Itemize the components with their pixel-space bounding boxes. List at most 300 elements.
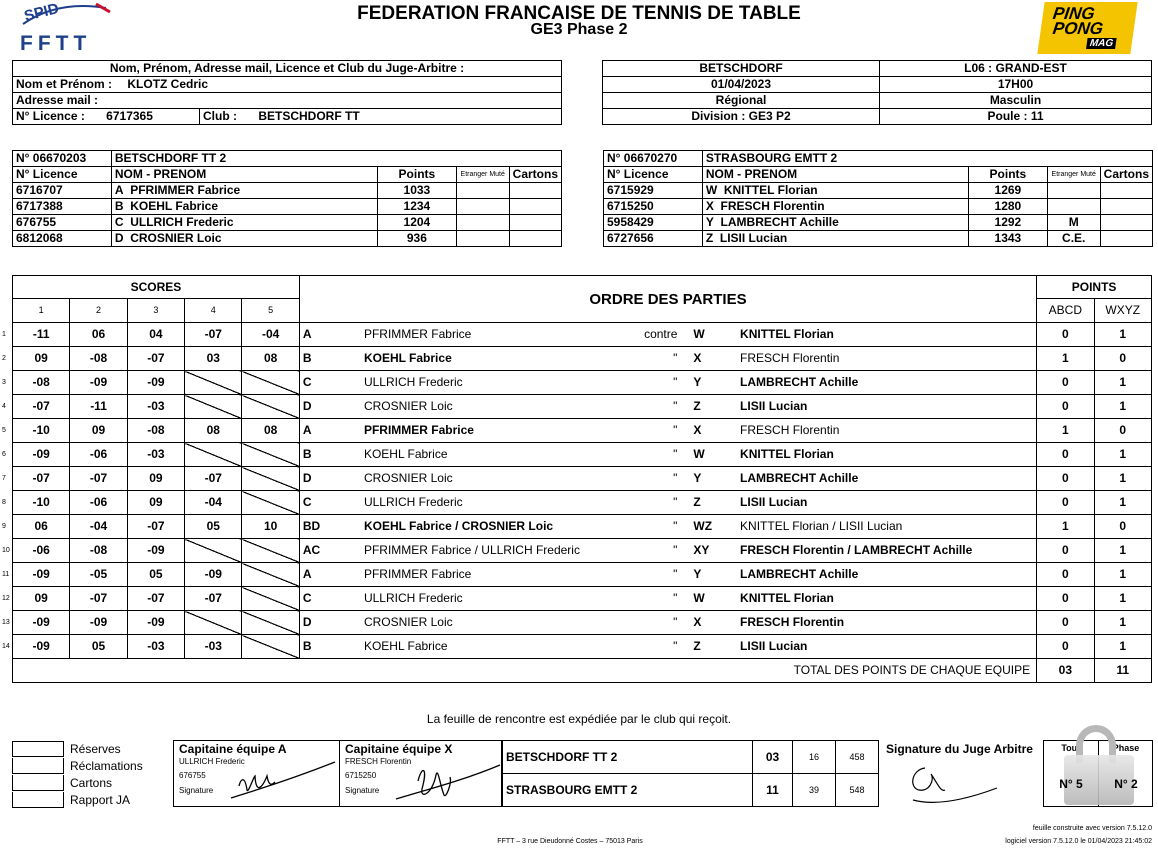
checklist-item <box>12 791 172 808</box>
versus-label <box>675 635 737 659</box>
player-a-letter: A <box>299 323 361 347</box>
set-score <box>2 491 70 515</box>
points-x: 1 <box>1094 443 1152 467</box>
referee-club-value: BETSCHDORF TT <box>258 109 360 123</box>
captain-a-title: Capitaine équipe A <box>179 742 287 756</box>
game-number: 6 <box>2 451 6 458</box>
player-a-name: CROSNIER Loic <box>361 395 675 419</box>
game-number: 8 <box>2 499 6 506</box>
points-x: 0 <box>1094 419 1152 443</box>
player-cards <box>1100 215 1152 231</box>
player-cards <box>509 215 561 231</box>
player-name: KNITTEL Florian <box>723 183 818 197</box>
player-name: CROSNIER Loic <box>130 231 222 245</box>
player-x-name: FRESCH Florentin <box>737 419 1037 443</box>
player-letter: Z <box>705 231 714 245</box>
game-row <box>13 587 1152 611</box>
game-number: 13 <box>2 619 10 626</box>
result-pts-x: 548 <box>836 774 879 807</box>
set-score <box>242 395 299 419</box>
match-date: 01/04/2023 <box>603 77 880 93</box>
player-cards <box>509 231 561 247</box>
points-a: 0 <box>1037 587 1094 611</box>
set-score: -09 <box>70 611 127 635</box>
player-x-name: LISII Lucian <box>737 395 1037 419</box>
versus-label <box>675 515 737 539</box>
set-score <box>2 539 70 563</box>
versus-label <box>675 491 737 515</box>
set-score <box>2 371 70 395</box>
set-score-value: -10 <box>32 495 50 509</box>
result-team-a: BETSCHDORF TT 2 <box>503 741 753 774</box>
set-score: -07 <box>70 467 127 491</box>
player-licence: 6717388 <box>13 199 112 215</box>
captain-x-title: Capitaine équipe X <box>345 742 453 756</box>
player-a-letter: C <box>299 587 361 611</box>
total-a: 03 <box>1037 659 1094 683</box>
game-number: 2 <box>2 355 6 362</box>
player-foreign: M <box>1047 215 1100 231</box>
player-x-name: KNITTEL Florian <box>737 323 1037 347</box>
game-number: 10 <box>2 547 10 554</box>
points-a: 0 <box>1037 491 1094 515</box>
checkbox[interactable] <box>12 775 64 791</box>
set-score <box>185 443 242 467</box>
set-score-value: 09 <box>34 351 48 365</box>
set-score: -07 <box>70 587 127 611</box>
versus-text: " <box>673 591 678 605</box>
set-score <box>2 323 70 347</box>
checklist <box>12 740 172 808</box>
player-x-letter: Z <box>693 639 701 653</box>
player-licence: 6715250 <box>604 199 703 215</box>
versus-text: " <box>673 423 678 437</box>
player-a-name: KOEHL Fabrice / CROSNIER Loic <box>361 515 675 539</box>
set-score <box>242 491 299 515</box>
player-a-letter: A <box>299 419 361 443</box>
scores-header: SCORES <box>13 276 300 299</box>
checkbox[interactable] <box>12 758 64 774</box>
player-a-name: ULLRICH Frederic <box>361 371 675 395</box>
referee-club-label: Club : <box>203 109 237 123</box>
checkbox[interactable] <box>12 792 64 808</box>
captain-a-licence: 676755 <box>179 771 206 780</box>
footer-built-with: feuille construite avec version 7.5.12.0 <box>1032 825 1152 832</box>
points-x: 1 <box>1094 539 1152 563</box>
player-a-name: PFRIMMER Fabrice <box>361 419 675 443</box>
logo-mag: MAG <box>1086 38 1117 49</box>
set-label: 1 <box>13 299 70 323</box>
captain-x-sign-label: Signature <box>345 786 380 795</box>
player-cards <box>509 183 561 199</box>
player-foreign <box>1047 199 1100 215</box>
versus-label <box>675 347 737 371</box>
versus-label <box>675 371 737 395</box>
result-table <box>502 740 879 807</box>
checklist-item <box>12 740 172 757</box>
versus-label <box>644 323 737 347</box>
set-score: 08 <box>242 419 299 443</box>
versus-text: " <box>673 639 678 653</box>
set-score: 09 <box>70 419 127 443</box>
set-label: 4 <box>185 299 242 323</box>
footer-software: logiciel version 7.5.12.0 le 01/04/2023 21:45:02 <box>1005 838 1152 845</box>
player-name: FRESCH Florentin <box>720 199 825 213</box>
player-points: 936 <box>378 231 457 247</box>
versus-text: " <box>673 543 678 557</box>
team-x-player-row <box>604 199 1153 215</box>
game-number: 1 <box>2 331 6 338</box>
player-a-name: CROSNIER Loic <box>361 467 675 491</box>
player-name-cell <box>111 231 377 247</box>
player-x-name: FRESCH Florentin <box>737 347 1037 371</box>
set-score <box>2 395 70 419</box>
set-score: 09 <box>127 467 184 491</box>
player-points: 1269 <box>969 183 1048 199</box>
set-score <box>2 467 70 491</box>
points-x: 1 <box>1094 587 1152 611</box>
player-cards <box>1100 199 1152 215</box>
set-score-value: -07 <box>32 471 50 485</box>
set-score-value: 09 <box>34 591 48 605</box>
games-table <box>2 275 1152 683</box>
team-x-player-row <box>604 215 1153 231</box>
game-row <box>13 563 1152 587</box>
player-points: 1280 <box>969 199 1048 215</box>
set-score <box>2 515 70 539</box>
game-row <box>13 539 1152 563</box>
team-a-col-name: NOM - PRENOM <box>111 167 377 183</box>
captain-x-licence: 6715250 <box>345 771 377 780</box>
versus-label <box>675 395 737 419</box>
player-foreign <box>456 183 509 199</box>
set-score-value: -06 <box>32 543 50 557</box>
team-a-col-licence: N° Licence <box>13 167 112 183</box>
player-name: LAMBRECHT Achille <box>720 215 839 229</box>
set-score-value: -09 <box>32 567 50 581</box>
set-label: 5 <box>242 299 299 323</box>
set-score: -06 <box>70 443 127 467</box>
page-subtitle: GE3 Phase 2 <box>530 21 628 38</box>
set-score-value: -09 <box>32 615 50 629</box>
order-header: ORDRE DES PARTIES <box>299 276 1036 323</box>
player-name-cell <box>111 215 377 231</box>
player-a-letter: B <box>299 347 361 371</box>
captain-a-sign-label: Signature <box>179 786 214 795</box>
game-number: 4 <box>2 403 6 410</box>
set-score-value: -08 <box>32 375 50 389</box>
player-x-letter: Z <box>693 495 701 509</box>
player-a-letter: A <box>299 563 361 587</box>
set-score: -08 <box>70 347 127 371</box>
player-a-name: CROSNIER Loic <box>361 611 675 635</box>
player-a-name: PFRIMMER Fabrice / ULLRICH Frederic <box>361 539 675 563</box>
player-a-letter: D <box>299 395 361 419</box>
versus-label <box>675 563 737 587</box>
versus-text: " <box>673 375 678 389</box>
versus-text: " <box>673 351 678 365</box>
player-x-letter: WZ <box>693 519 713 533</box>
footer-address: FFTT – 3 rue Dieudonné Costes – 75013 Paris <box>497 838 643 845</box>
player-cards <box>1100 183 1152 199</box>
set-score <box>242 611 299 635</box>
lock-icon <box>1062 725 1136 807</box>
logo-pong: PONG <box>1051 19 1105 38</box>
player-x-name: FRESCH Florentin / LAMBRECHT Achille <box>737 539 1037 563</box>
team-a-player-row <box>13 199 562 215</box>
player-name-cell <box>111 183 377 199</box>
set-score: -09 <box>185 563 242 587</box>
versus-text: " <box>673 495 678 509</box>
tour-value: N° 5 <box>1059 777 1083 791</box>
checkbox[interactable] <box>12 741 64 757</box>
set-score <box>2 587 70 611</box>
points-a: 0 <box>1037 395 1094 419</box>
set-score <box>185 539 242 563</box>
referee-name-value: KLOTZ Cedric <box>127 77 209 91</box>
team-x-col-foreign: Etranger Muté <box>1047 167 1100 183</box>
set-score: 05 <box>70 635 127 659</box>
referee-table <box>12 60 562 125</box>
set-score: -03 <box>127 395 184 419</box>
set-score: 09 <box>127 491 184 515</box>
player-x-name: LAMBRECHT Achille <box>737 563 1037 587</box>
team-x-name: STRASBOURG EMTT 2 <box>702 151 1152 167</box>
referee-signature <box>905 760 1000 810</box>
match-time: 17H00 <box>880 77 1152 93</box>
set-score <box>242 371 299 395</box>
referee-licence-cell <box>13 109 200 125</box>
set-score: -09 <box>127 611 184 635</box>
player-x-name: LAMBRECHT Achille <box>737 371 1037 395</box>
player-foreign <box>456 215 509 231</box>
set-score <box>2 611 70 635</box>
versus-label <box>675 419 737 443</box>
player-letter: Y <box>705 215 714 229</box>
points-x: 1 <box>1094 467 1152 491</box>
player-licence: 6715929 <box>604 183 703 199</box>
versus-text: " <box>673 519 678 533</box>
player-x-letter: Y <box>693 567 702 581</box>
set-score <box>242 635 299 659</box>
captain-x-name: FRESCH Florentin <box>345 757 412 766</box>
team-a-number: N° 06670203 <box>13 151 112 167</box>
versus-label <box>675 467 737 491</box>
result-score-a: 03 <box>753 741 793 774</box>
player-name-cell <box>702 183 968 199</box>
set-score-value: -09 <box>32 639 50 653</box>
referee-email-row <box>13 93 562 109</box>
set-score: -09 <box>70 371 127 395</box>
game-number: 12 <box>2 595 10 602</box>
player-points: 1204 <box>378 215 457 231</box>
player-a-name: ULLRICH Frederic <box>361 587 675 611</box>
set-score <box>242 539 299 563</box>
player-x-name: FRESCH Florentin <box>737 611 1037 635</box>
points-x: 0 <box>1094 515 1152 539</box>
points-a: 0 <box>1037 563 1094 587</box>
set-score: -07 <box>127 587 184 611</box>
set-score: 04 <box>127 323 184 347</box>
team-a-col-cards: Cartons <box>509 167 561 183</box>
phase-label: Phase <box>1112 743 1140 753</box>
team-a-col-points: Points <box>378 167 457 183</box>
match-info-table <box>602 60 1152 125</box>
versus-label <box>675 611 737 635</box>
versus-text: " <box>673 471 678 485</box>
referee-licence-value: 6717365 <box>106 109 153 123</box>
referee-email-label: Adresse mail : <box>16 93 99 107</box>
player-letter: X <box>705 199 714 213</box>
captain-a-box <box>173 740 340 807</box>
player-letter: W <box>705 183 718 197</box>
abcd-header: ABCD <box>1037 299 1094 323</box>
team-a-player-row <box>13 231 562 247</box>
player-foreign: C.E. <box>1047 231 1100 247</box>
points-x: 1 <box>1094 611 1152 635</box>
set-score: 05 <box>127 563 184 587</box>
points-x: 1 <box>1094 563 1152 587</box>
points-a: 0 <box>1037 539 1094 563</box>
player-x-name: KNITTEL Florian <box>737 443 1037 467</box>
player-name: PFRIMMER Fabrice <box>130 183 241 197</box>
team-x-player-row <box>604 231 1153 247</box>
player-x-letter: Y <box>693 471 702 485</box>
player-points: 1343 <box>969 231 1048 247</box>
points-x: 1 <box>1094 395 1152 419</box>
player-x-letter: Y <box>693 375 702 389</box>
points-x: 1 <box>1094 323 1152 347</box>
referee-licence-label: N° Licence : <box>16 109 85 123</box>
set-score: -03 <box>127 443 184 467</box>
player-licence: 676755 <box>13 215 112 231</box>
versus-label <box>675 539 737 563</box>
pingpong-mag-logo <box>1037 2 1137 54</box>
player-x-letter: W <box>693 447 705 461</box>
player-x-name: LISII Lucian <box>737 491 1037 515</box>
checklist-label: Cartons <box>70 775 113 790</box>
set-score: -08 <box>70 539 127 563</box>
team-x-table <box>603 150 1153 247</box>
fftt-text: FFTT <box>20 32 92 55</box>
captain-x-box <box>339 740 502 807</box>
game-row <box>13 611 1152 635</box>
set-score-value: -10 <box>32 423 50 437</box>
set-score <box>242 563 299 587</box>
player-name-cell <box>702 199 968 215</box>
set-score: -04 <box>70 515 127 539</box>
notice-text: La feuille de rencontre est expédiée par le club qui reçoit. <box>426 712 732 726</box>
player-licence: 6727656 <box>604 231 703 247</box>
set-score-value: -09 <box>32 447 50 461</box>
set-score <box>2 635 70 659</box>
result-pts-a: 458 <box>836 741 879 774</box>
player-x-name: KNITTEL Florian <box>737 587 1037 611</box>
set-score <box>185 371 242 395</box>
captain-a-signature <box>229 756 339 804</box>
captain-a-name: ULLRICH Frederic <box>179 757 245 766</box>
referee-name-label: Nom et Prénom : <box>16 77 113 91</box>
versus-label <box>675 587 737 611</box>
game-number: 11 <box>2 571 10 578</box>
team-x-col-licence: N° Licence <box>604 167 703 183</box>
round-box <box>1043 740 1153 807</box>
set-score: -07 <box>127 347 184 371</box>
set-score: 10 <box>242 515 299 539</box>
player-x-letter: Z <box>693 399 701 413</box>
game-row <box>13 515 1152 539</box>
team-a-name: BETSCHDORF TT 2 <box>111 151 561 167</box>
set-score: 05 <box>185 515 242 539</box>
team-x-col-cards: Cartons <box>1100 167 1152 183</box>
versus-label <box>675 443 737 467</box>
points-x: 0 <box>1094 347 1152 371</box>
set-score <box>2 419 70 443</box>
phase-value: N° 2 <box>1114 777 1138 791</box>
set-score: 08 <box>185 419 242 443</box>
points-a: 0 <box>1037 611 1094 635</box>
player-licence: 6716707 <box>13 183 112 199</box>
points-a: 1 <box>1037 515 1094 539</box>
game-number: 7 <box>2 475 6 482</box>
set-score: -03 <box>185 635 242 659</box>
player-letter: D <box>114 231 124 245</box>
player-points: 1033 <box>378 183 457 199</box>
set-score: -05 <box>70 563 127 587</box>
referee-name-row <box>13 77 562 93</box>
team-x-number: N° 06670270 <box>604 151 703 167</box>
set-score: -07 <box>185 467 242 491</box>
game-number: 9 <box>2 523 6 530</box>
player-foreign <box>1047 183 1100 199</box>
player-a-name: KOEHL Fabrice <box>361 443 675 467</box>
versus-text: " <box>673 447 678 461</box>
set-score-value: -07 <box>32 399 50 413</box>
player-a-letter: D <box>299 611 361 635</box>
set-score: -04 <box>185 491 242 515</box>
player-a-name: KOEHL Fabrice <box>361 635 675 659</box>
checklist-item <box>12 757 172 774</box>
game-row <box>13 395 1152 419</box>
player-name-cell <box>702 231 968 247</box>
game-row <box>13 419 1152 443</box>
set-label: 2 <box>70 299 127 323</box>
points-a: 0 <box>1037 323 1094 347</box>
tour-label: Tour <box>1061 743 1081 753</box>
team-a-col-foreign: Etranger Muté <box>456 167 509 183</box>
points-a: 0 <box>1037 467 1094 491</box>
points-a: 1 <box>1037 419 1094 443</box>
set-score: -07 <box>127 515 184 539</box>
set-score <box>2 347 70 371</box>
set-score <box>185 611 242 635</box>
game-row <box>13 635 1152 659</box>
game-row <box>13 323 1152 347</box>
set-score: -09 <box>127 371 184 395</box>
game-number: 3 <box>2 379 6 386</box>
set-score: -04 <box>242 323 299 347</box>
set-label: 3 <box>127 299 184 323</box>
set-score <box>185 395 242 419</box>
set-score: -08 <box>127 419 184 443</box>
player-a-letter: BD <box>299 515 361 539</box>
player-letter: C <box>114 215 124 229</box>
logo-ping: PING <box>1051 4 1096 23</box>
player-name: KOEHL Fabrice <box>130 199 219 213</box>
set-score: -07 <box>185 323 242 347</box>
set-score: -09 <box>127 539 184 563</box>
points-a: 1 <box>1037 347 1094 371</box>
